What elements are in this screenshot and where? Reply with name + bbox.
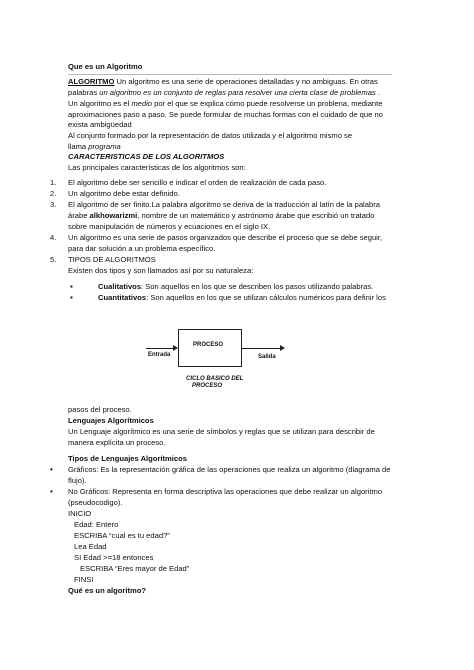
diagram-caption-line-2: PROCESO — [192, 383, 223, 389]
type-label: Cuantitativos — [98, 293, 147, 302]
continuation-text: pasos del proceso. — [68, 405, 132, 414]
list-number: 3. — [50, 200, 57, 209]
definition-line-3-b: por el que se explica cómo puede resolverse un problena, mediante — [152, 99, 383, 108]
type-label: Cualitativos — [98, 282, 142, 291]
list-item-3-line-2 — [68, 211, 374, 221]
language-types-heading: Tipos de Lenguajes Algorítmicos — [68, 454, 187, 463]
type-cuantitativos — [98, 293, 386, 303]
pseudocode-line: INICIO — [68, 509, 92, 518]
definition-line-2-a: palabras — [68, 88, 100, 97]
definition-line-5: exista ambigüedad — [68, 120, 132, 129]
definition-line-4: aproximaciones paso a paso. Se puede formular de muchas formas con el cuidado de que no — [68, 110, 383, 119]
type-text: : Son aquellos en los que se utilizan cálculos numéricos para definir los — [146, 293, 386, 302]
type-cualitativos — [98, 282, 373, 292]
output-arrow — [241, 348, 281, 349]
input-arrow — [146, 348, 174, 349]
list-number: 4. — [50, 233, 57, 242]
graphic-line-2: flujo). — [68, 476, 87, 485]
list-item-4-line-1: Un algoritmo es una serie de pasos organizados que describe el proceso que se debe seguir, — [68, 233, 383, 242]
process-label: PROCESO — [193, 342, 224, 348]
bullet-icon: • — [50, 487, 53, 496]
definition-term: ALGORITMO — [68, 77, 115, 86]
bullet-icon: ▪ — [70, 282, 73, 291]
pseudocode-line: ESCRIBA “Eres mayor de Edad” — [80, 564, 190, 573]
list-number: 2. — [50, 189, 57, 198]
definition-line-7-italic: programa — [88, 142, 121, 151]
graphic-line-1: Gráficos: Es la representación gráfica de las operaciones que realiza un algoritmo (diagrama de — [68, 465, 391, 474]
nongraphic-line-2: (pseudocodigo). — [68, 498, 123, 507]
process-box — [178, 329, 242, 367]
characteristics-intro: Las principales características de los algoritmos son: — [68, 163, 246, 172]
definition-line-7-a: llama — [68, 142, 89, 151]
definition-line-1-text: Un algoritmo es una serie de operaciones detalladas y no ambiguas. En otras — [114, 77, 378, 86]
list-item-5-line-2: Existen dos tipos y son llamados así por su naturaleza: — [68, 266, 254, 275]
input-label: Entrada — [148, 352, 171, 358]
definition-line-7 — [68, 142, 121, 152]
definition-line-3-a: Un algoritmo es el — [68, 99, 132, 108]
nongraphic-line-1: No Gráficos: Representa en forma descriptiva las operaciones que debe realizar un algoritmo — [68, 487, 383, 496]
pseudocode-line: FINSI — [74, 575, 94, 584]
bullet-icon: ▪ — [70, 293, 73, 302]
closing-question: Qué es un algoritmo? — [68, 586, 147, 595]
bullet-icon: • — [50, 465, 53, 474]
pseudocode-line: ESCRIBA “cual es tu edad?” — [74, 531, 170, 540]
list-number: 1. — [50, 178, 57, 187]
pseudocode-line: Lea Edad — [74, 542, 107, 551]
list-item-3-line-1: El algoritmo de ser finito.La palabra algoritmo se deriva de la traducción al latín de la palabra — [68, 200, 380, 209]
definition-line-3 — [68, 99, 383, 109]
output-label: Salida — [258, 354, 276, 360]
diagram-caption-line-1: CICLO BASICO DEL — [186, 376, 244, 382]
definition-line-2-italic: un algoritmo es un conjunto de reglas para resolver una cierta clase de problemas — [99, 88, 376, 97]
type-text: : Son aquellos en los que se describen los pasos utilizando palabras. — [141, 282, 374, 291]
pseudocode-line: Edad: Entero — [74, 520, 119, 529]
list-item-1: El algoritmo debe ser sencillo e indicar el orden de realización de cada paso. — [68, 178, 327, 187]
list-item-4-line-2: para dar solución a un problema específico. — [68, 244, 216, 253]
definition-line-2 — [68, 88, 380, 98]
list-item-3-prefix: árabe — [68, 211, 90, 220]
languages-line-2: manera explícita un proceso. — [68, 438, 166, 447]
list-item-3-bold: alkhowarizmi — [89, 211, 138, 220]
languages-heading: Lenguajes Algorítmicos — [68, 416, 154, 425]
list-item-2: Un algoritmo debe estar definido. — [68, 189, 180, 198]
list-number: 5. — [50, 255, 57, 264]
output-arrow-head-icon — [280, 345, 285, 351]
definition-line-1 — [68, 77, 378, 87]
definition-line-3-italic: medio — [131, 99, 152, 108]
definition-line-6: Al conjunto formado por la representación de datos utilizada y el algoritmo mismo se — [68, 131, 353, 140]
page-title: Que es un Algoritmo — [68, 62, 143, 71]
definition-line-2-b: . — [375, 88, 380, 97]
languages-line-1: Un Lenguaje algorítmico es una serie de símbolos y reglas que se utilizan para describir de — [68, 427, 375, 436]
list-item-5-line-1: TIPOS DE ALGORITMOS — [68, 255, 156, 264]
characteristics-heading: CARACTERISTICAS DE LOS ALGORITMOS — [68, 152, 225, 161]
title-divider — [68, 74, 392, 75]
pseudocode-line: SI Edad >=18 entonces — [74, 553, 154, 562]
list-item-3-line-3: sobre manipulación de números y ecuaciones en el siglo IX. — [68, 222, 271, 231]
list-item-3-suffix: , nombre de un matemático y astrónomo árabe que escribió un tratado — [137, 211, 375, 220]
